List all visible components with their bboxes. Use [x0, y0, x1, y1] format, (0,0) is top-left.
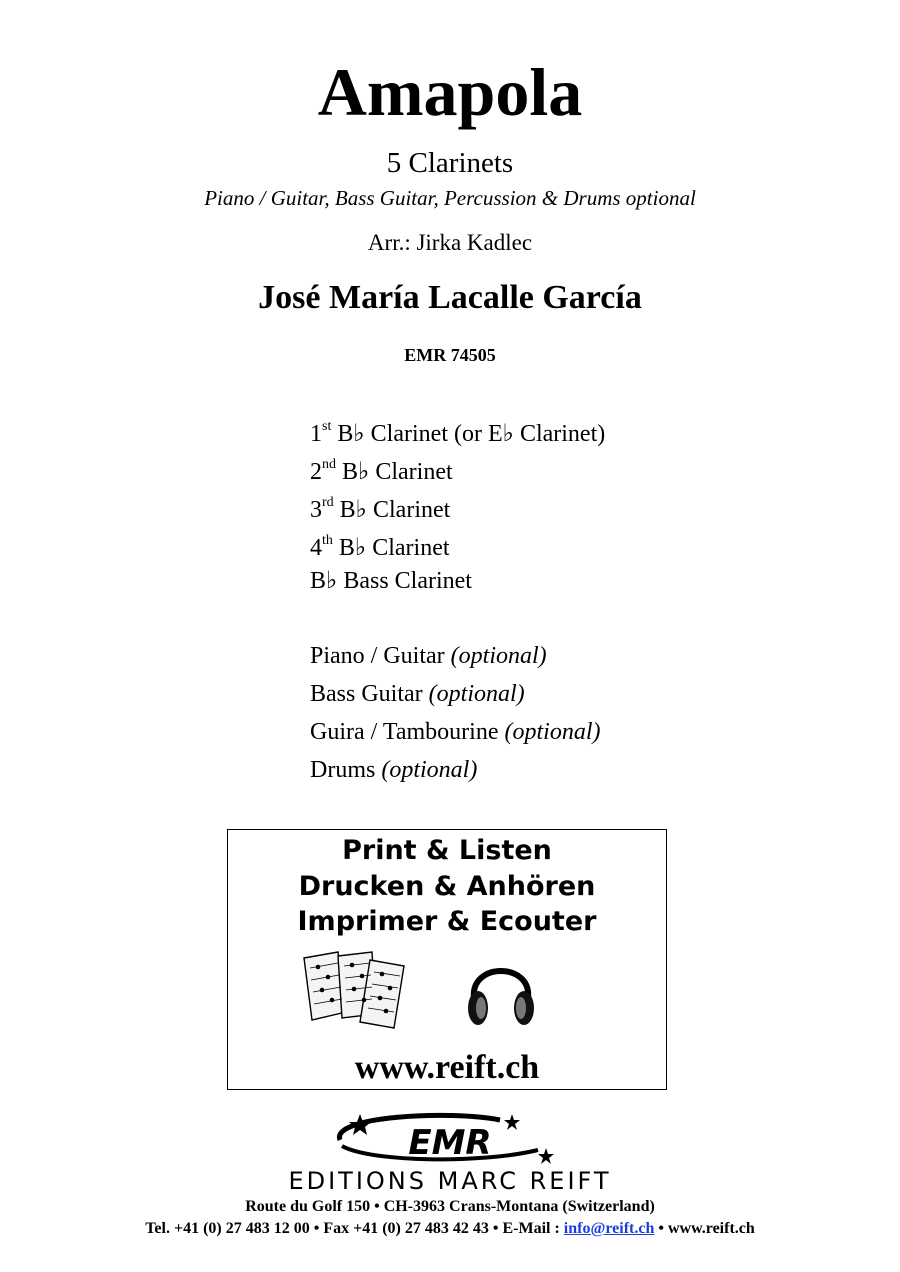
emr-logo — [300, 1110, 600, 1166]
promo-url[interactable]: www.reift.ch — [354, 1049, 540, 1086]
part-item: B♭ Bass Clarinet — [310, 568, 472, 594]
catalog-number: EMR 74505 — [404, 345, 496, 365]
part-item: 1st B♭ Clarinet (or E♭ Clarinet) — [310, 419, 606, 447]
publisher-contact: Tel. +41 (0) 27 483 12 00 • Fax +41 (0) 27 483 42 43 • E-Mail : info@reift.ch • www.reift.ch — [145, 1220, 755, 1237]
sheet-music-icon — [300, 948, 412, 1030]
optional-part-item: Piano / Guitar (optional) — [310, 643, 547, 669]
part-item: 3rd B♭ Clarinet — [310, 495, 451, 523]
promo-line-french: Imprimer & Ecouter — [297, 906, 597, 937]
optional-part-item: Drums (optional) — [310, 757, 478, 783]
optional-part-item: Guira / Tambourine (optional) — [310, 719, 601, 745]
composer-name: José María Lacalle García — [258, 279, 642, 316]
arranger-credit: Arr.: Jirka Kadlec — [367, 230, 533, 255]
promo-line-english: Print & Listen — [342, 835, 552, 866]
promo-line-german: Drucken & Anhören — [298, 871, 596, 902]
headphones-icon — [464, 952, 538, 1034]
print-listen-box — [227, 829, 667, 1090]
instrumentation-subtitle: 5 Clarinets — [386, 147, 514, 179]
parts-list — [310, 410, 605, 600]
piece-title: Amapola — [317, 54, 583, 130]
part-item: 4th B♭ Clarinet — [310, 533, 450, 561]
emr-logo-text: EMR — [408, 1123, 492, 1163]
optional-instruments-line: Piano / Guitar, Bass Guitar, Percussion & Drums optional — [204, 186, 696, 210]
publisher-name: EDITIONS MARC REIFT — [288, 1167, 612, 1195]
email-link[interactable]: info@reift.ch — [563, 1220, 655, 1237]
optional-part-item: Bass Guitar (optional) — [310, 681, 525, 707]
part-item: 2nd B♭ Clarinet — [310, 457, 453, 485]
optional-parts-list — [310, 637, 601, 789]
publisher-address: Route du Golf 150 • CH-3963 Crans-Montana (Switzerland) — [245, 1198, 655, 1215]
